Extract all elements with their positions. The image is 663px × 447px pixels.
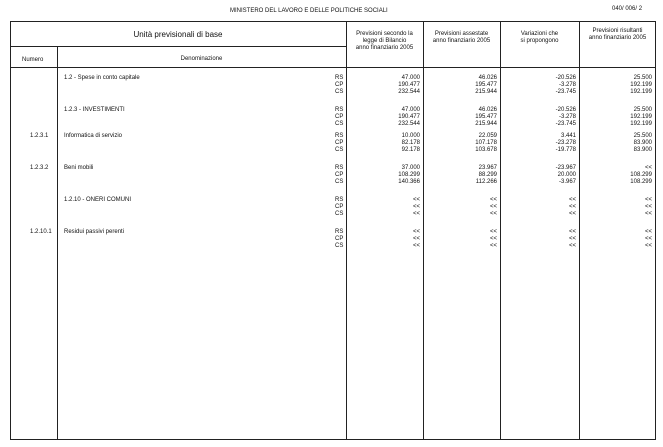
row-code: CP	[335, 140, 344, 146]
row-numero: 1.2.3.2	[30, 165, 49, 171]
row-value-c3: -20.526	[555, 75, 576, 81]
row-value-c4: <<	[644, 236, 652, 242]
col-divider-numero	[57, 46, 58, 440]
row-value-c4: 108.299	[630, 179, 652, 185]
row-value-c2: 103.678	[475, 147, 497, 153]
row-value-c3: 3.441	[560, 133, 576, 139]
row-value-c4: <<	[644, 204, 652, 210]
row-value-c1: 47.000	[401, 107, 420, 113]
row-value-c4: <<	[644, 197, 652, 203]
row-value-c3: <<	[568, 211, 576, 217]
row-value-c1: 47.000	[401, 75, 420, 81]
row-code: CS	[335, 211, 344, 217]
row-value-c4: 192.199	[630, 121, 652, 127]
row-value-c4: 192.199	[630, 89, 652, 95]
row-value-c3: <<	[568, 197, 576, 203]
row-value-c3: -19.778	[555, 147, 576, 153]
row-value-c1: 190.477	[398, 114, 420, 120]
row-value-c3: -23.278	[555, 140, 576, 146]
row-value-c3: <<	[568, 229, 576, 235]
page-code: 040/ 006/ 2	[612, 6, 643, 12]
row-code: CS	[335, 89, 344, 95]
row-value-c2: 23.967	[478, 165, 497, 171]
row-value-c4: 25.500	[633, 75, 652, 81]
row-value-c2: 195.477	[475, 82, 497, 88]
row-code: CS	[335, 121, 344, 127]
numero-header: Numero	[22, 57, 44, 63]
row-value-c2: <<	[489, 211, 497, 217]
row-value-c2: <<	[489, 243, 497, 249]
row-value-c3: -3.278	[558, 82, 576, 88]
row-value-c3: -23.745	[555, 121, 576, 127]
row-value-c1: 232.544	[398, 121, 420, 127]
row-value-c3: <<	[568, 204, 576, 210]
col3-header-line: Variazioni che	[520, 31, 559, 37]
row-value-c2: <<	[489, 229, 497, 235]
row-denominazione: Informatica di servizio	[64, 133, 123, 139]
row-code: RS	[335, 197, 344, 203]
denominazione-header: Denominazione	[180, 56, 223, 62]
row-code: CP	[335, 172, 344, 178]
row-value-c1: <<	[412, 236, 420, 242]
row-value-c3: -23.967	[555, 165, 576, 171]
row-value-c1: 232.544	[398, 89, 420, 95]
row-value-c1: 10.000	[401, 133, 420, 139]
row-value-c4: <<	[644, 165, 652, 171]
col-divider-denominazione	[346, 21, 347, 440]
row-code: RS	[335, 75, 344, 81]
col1-header-line: legge di Bilancio	[362, 38, 407, 44]
row-code: CS	[335, 243, 344, 249]
row-code: RS	[335, 107, 344, 113]
row-value-c4: <<	[644, 229, 652, 235]
row-value-c1: 37.000	[401, 165, 420, 171]
header-bottom-line	[10, 67, 656, 68]
unit-title-underline	[10, 46, 346, 47]
row-denominazione: Beni mobili	[64, 165, 94, 171]
row-numero: 1.2.10.1	[30, 229, 52, 235]
row-value-c3: <<	[568, 236, 576, 242]
row-value-c1: 190.477	[398, 82, 420, 88]
row-value-c3: -23.745	[555, 89, 576, 95]
row-value-c1: <<	[412, 197, 420, 203]
row-value-c3: <<	[568, 243, 576, 249]
row-denominazione: Residui passivi perenti	[64, 229, 125, 235]
row-value-c3: -3.967	[558, 179, 576, 185]
row-code: CP	[335, 114, 344, 120]
row-value-c1: 92.178	[401, 147, 420, 153]
row-value-c4: 25.500	[633, 133, 652, 139]
row-denominazione: 1.2.10 - ONERI COMUNI	[64, 197, 132, 203]
row-value-c4: 192.199	[630, 82, 652, 88]
row-code: RS	[335, 165, 344, 171]
row-value-c3: -3.278	[558, 114, 576, 120]
row-code: CS	[335, 147, 344, 153]
row-code: CP	[335, 204, 344, 210]
row-value-c2: 46.026	[478, 75, 497, 81]
row-value-c2: <<	[489, 197, 497, 203]
row-value-c1: <<	[412, 204, 420, 210]
row-value-c1: <<	[412, 229, 420, 235]
row-value-c4: 25.500	[633, 107, 652, 113]
col-divider-1	[423, 21, 424, 440]
row-value-c1: <<	[412, 243, 420, 249]
row-value-c2: 112.266	[475, 179, 497, 185]
row-denominazione: 1.2 - Spese in conto capitale	[64, 75, 140, 81]
row-value-c2: 215.944	[475, 121, 497, 127]
row-value-c1: <<	[412, 211, 420, 217]
row-value-c4: <<	[644, 243, 652, 249]
row-code: CS	[335, 179, 344, 185]
row-value-c3: -20.526	[555, 107, 576, 113]
row-value-c4: 192.199	[630, 114, 652, 120]
unit-title: Unità previsionali di base	[133, 30, 223, 39]
row-denominazione: 1.2.3 - INVESTIMENTI	[64, 107, 125, 113]
row-code: CP	[335, 236, 344, 242]
row-code: CP	[335, 82, 344, 88]
col1-header-line: Previsioni secondo la	[356, 31, 413, 37]
col2-header-line: Previsioni assestate	[434, 31, 489, 37]
col4-header-line: anno finanziario 2005	[588, 35, 647, 41]
row-value-c1: 108.299	[398, 172, 420, 178]
row-code: RS	[335, 133, 344, 139]
col2-header-line: anno finanziario 2005	[432, 38, 491, 44]
col3-header-line: si propongono	[520, 38, 559, 44]
row-value-c2: <<	[489, 204, 497, 210]
row-value-c2: 195.477	[475, 114, 497, 120]
row-value-c2: <<	[489, 236, 497, 242]
ministry-title: MINISTERO DEL LAVORO E DELLE POLITICHE SOCIALI	[230, 8, 388, 14]
col1-header-line: anno finanziario 2005	[355, 45, 414, 51]
row-value-c2: 88.299	[478, 172, 497, 178]
row-value-c4: 83.900	[633, 140, 652, 146]
row-numero: 1.2.3.1	[30, 133, 49, 139]
col4-header-line: Previsioni risultanti	[592, 28, 643, 34]
row-value-c4: 108.299	[630, 172, 652, 178]
row-value-c4: 83.900	[633, 147, 652, 153]
row-value-c2: 22.059	[478, 133, 497, 139]
row-value-c2: 215.944	[475, 89, 497, 95]
col-divider-3	[579, 21, 580, 440]
col-divider-2	[500, 21, 501, 440]
row-value-c2: 107.178	[475, 140, 497, 146]
row-value-c1: 82.178	[401, 140, 420, 146]
row-value-c1: 140.366	[398, 179, 420, 185]
row-value-c2: 46.026	[478, 107, 497, 113]
row-code: RS	[335, 229, 344, 235]
row-value-c4: <<	[644, 211, 652, 217]
row-value-c3: 20.000	[557, 172, 576, 178]
